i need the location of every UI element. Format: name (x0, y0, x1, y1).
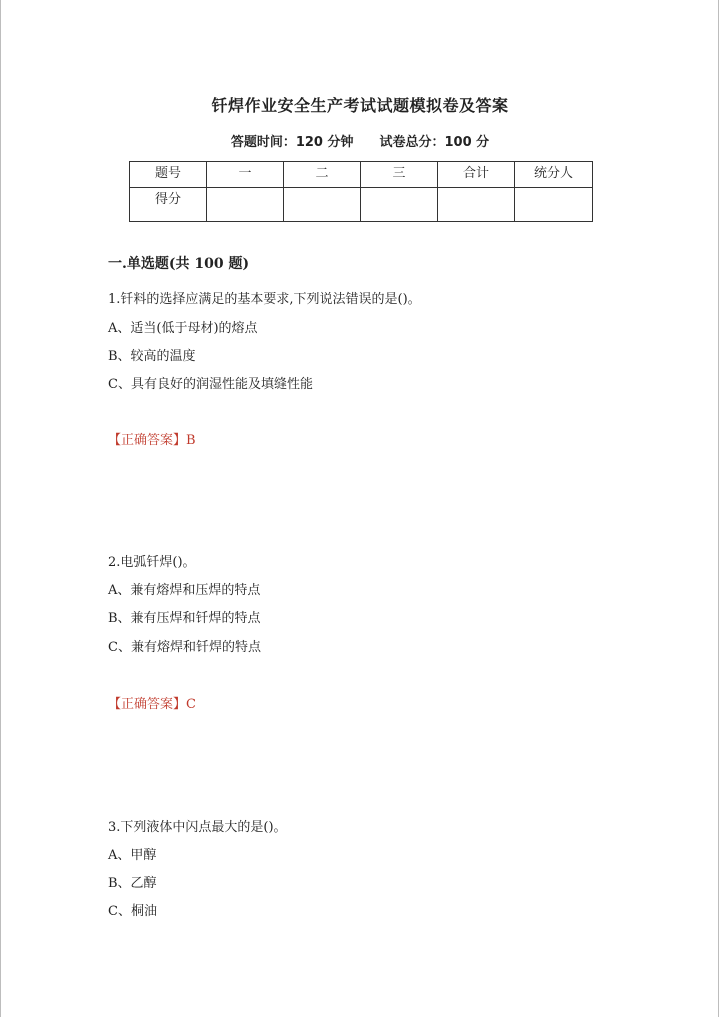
answer-value: B (186, 433, 196, 448)
question-stem: 2.电弧钎焊()。 (108, 555, 196, 570)
exam-total-score: 试卷总分：100 分 (379, 135, 490, 150)
score-cell (284, 188, 361, 222)
header-cell: 合计 (438, 162, 515, 188)
score-cell (361, 188, 438, 222)
exam-info (0, 131, 720, 150)
header-cell: 三 (361, 162, 438, 188)
header-cell: 统分人 (515, 162, 593, 188)
score-table (129, 161, 593, 222)
section-title: 一.单选题(共 100 题) (108, 256, 250, 272)
header-cell: 一 (207, 162, 284, 188)
exam-time: 答题时间：120 分钟 (230, 135, 354, 150)
question-stem: 3.下列液体中闪点最大的是()。 (108, 820, 287, 835)
row-label-cell: 得分 (130, 188, 207, 222)
correct-answer (108, 693, 196, 712)
score-table-score-row (130, 188, 593, 222)
question-option: B、兼有压焊和钎焊的特点 (108, 611, 261, 626)
score-table-header-row (130, 162, 593, 188)
score-cell (438, 188, 515, 222)
question-stem: 1.钎料的选择应满足的基本要求,下列说法错误的是()。 (108, 292, 421, 307)
correct-answer (108, 429, 196, 448)
score-cell (207, 188, 284, 222)
header-cell: 二 (284, 162, 361, 188)
answer-value: C (186, 697, 196, 712)
answer-label: 【正确答案】 (108, 433, 187, 448)
question-option: B、较高的温度 (108, 349, 196, 364)
document-title: 钎焊作业安全生产考试试题模拟卷及答案 (211, 96, 509, 115)
question-option: C、具有良好的润湿性能及填缝性能 (108, 377, 313, 392)
question-option: A、适当(低于母材)的熔点 (108, 321, 258, 336)
header-cell: 题号 (130, 162, 207, 188)
question-option: C、桐油 (108, 904, 157, 919)
question-option: B、乙醇 (108, 876, 157, 891)
answer-label: 【正确答案】 (108, 697, 187, 712)
question-option: C、兼有熔焊和钎焊的特点 (108, 640, 261, 655)
question-option: A、甲醇 (108, 848, 157, 863)
question-option: A、兼有熔焊和压焊的特点 (108, 583, 261, 598)
score-cell (515, 188, 593, 222)
